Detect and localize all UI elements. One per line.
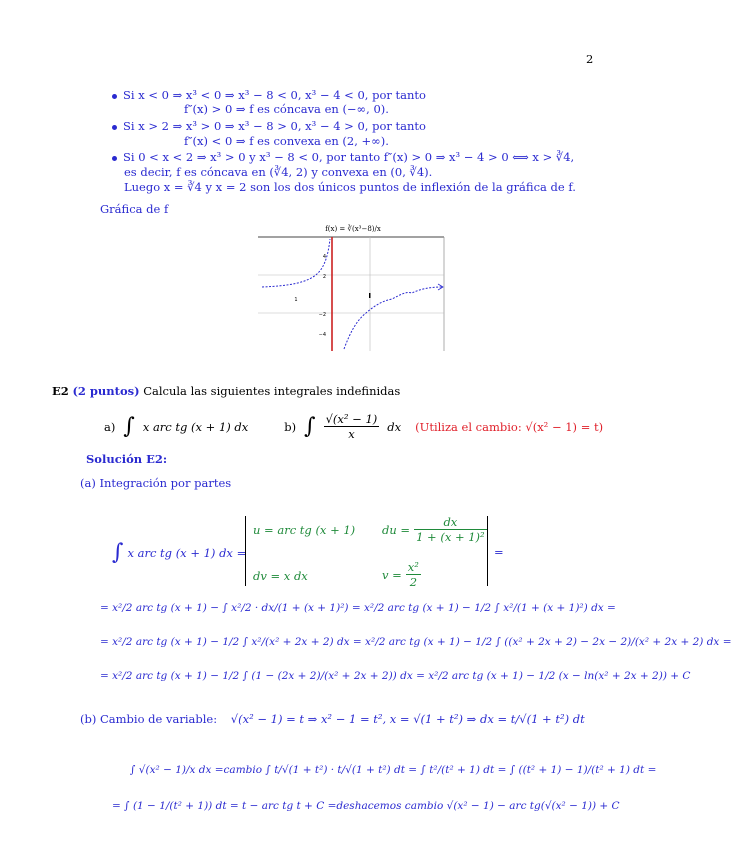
bullet-3-line2: es decir, f es cóncava en (∛4, 2) y convexa en (0, ∛4). [124, 165, 433, 179]
du-label: du = [382, 522, 411, 537]
parts-lhs-text: x arc tg (x + 1) dx = [127, 545, 247, 560]
du-definition [382, 515, 487, 544]
e2-statement: Calcula las siguientes integrales indefinidas [143, 384, 401, 398]
derivation-line-2: = x²/2 arc tg (x + 1) − 1/2 ∫ x²/(x² + 2x + 2) dx = x²/2 arc tg (x + 1) − 1/2 ∫ ((x² + 2x + 2) − 2x − 2)/(x² + 2x + 2) dx = [100, 636, 732, 648]
e2-integrals [104, 412, 603, 441]
table-eq-end: = [494, 545, 504, 559]
ytick-2: 2 [322, 274, 326, 280]
function-graph [258, 223, 448, 353]
bullet-2-line1: Si x > 2 ⇒ x³ > 0 ⇒ x³ − 8 > 0, x³ − 4 > 0, por tanto [123, 119, 426, 133]
bullet-1-line1: Si x < 0 ⇒ x³ < 0 ⇒ x³ − 8 < 0, x³ − 4 < 0, por tanto [123, 88, 426, 102]
integral-sign-icon: ∫ [304, 414, 316, 439]
integral-b-fraction [324, 412, 380, 441]
part-a-title: (a) Integración por partes [80, 476, 232, 490]
xtick-1: 1 [294, 297, 298, 303]
solution-title: Solución E2: [86, 452, 168, 466]
bullet-dot [112, 94, 117, 99]
part-a-label: a) [104, 419, 116, 434]
parts-lhs [112, 540, 246, 565]
ytick-4: 4 [322, 254, 326, 260]
dx-label: dx [387, 419, 402, 434]
integral-a: x arc tg (x + 1) dx [142, 419, 249, 434]
v-fraction [406, 560, 421, 589]
du-num: dx [414, 515, 487, 530]
e2-label: E2 [52, 384, 69, 398]
bullet-dot [112, 156, 117, 161]
hint: (Utiliza el cambio: √(x² − 1) = t) [415, 419, 604, 434]
v-label: v = [382, 567, 402, 582]
table-right-bar [487, 516, 488, 586]
part-b-header [80, 712, 585, 726]
e2-points: (2 puntos) [72, 384, 140, 398]
derivation-line-1: = x²/2 arc tg (x + 1) − ∫ x²/2 · dx/(1 + (x + 1)²) = x²/2 arc tg (x + 1) − 1/2 ∫ x²/(1 + (x + 1)²) dx = [100, 602, 616, 614]
e2-header [52, 384, 400, 398]
bullet-3-line3: Luego x = ∛4 y x = 2 son los dos únicos puntos de inflexión de la gráfica de f. [124, 180, 576, 194]
integral-b-den: x [348, 427, 355, 441]
page-number: 2 [586, 52, 594, 66]
dv-definition: dv = x dx [253, 569, 308, 583]
ytick-m4: −4 [318, 332, 326, 338]
part-b-title: (b) Cambio de variable: [80, 712, 218, 726]
integral-sign-icon: ∫ [112, 540, 124, 565]
u-definition: u = arc tg (x + 1) [253, 523, 356, 537]
du-den: 1 + (x + 1)² [416, 530, 485, 544]
b-line-2: = ∫ (1 − 1/(t² + 1)) dt = t − arc tg t + C =deshacemos cambio √(x² − 1) − arc tg(√(x² − 1)) + C [112, 800, 620, 812]
bullet-2-line2: f″(x) < 0 ⇒ f es convexa en (2, +∞). [184, 134, 389, 148]
part-b-change: √(x² − 1) = t ⇒ x² − 1 = t², x = √(1 + t²) ⇒ dx = t/√(1 + t²) dt [230, 712, 585, 726]
v-num: x² [407, 560, 419, 574]
curve-left-branch [262, 239, 330, 287]
table-left-bar [245, 516, 246, 586]
v-den: 2 [409, 575, 418, 589]
integral-sign-icon: ∫ [123, 414, 135, 439]
v-definition [382, 560, 421, 589]
derivation-line-3: = x²/2 arc tg (x + 1) − 1/2 ∫ (1 − (2x + 2)/(x² + 2x + 2)) dx = x²/2 arc tg (x + 1) − 1/2 (x − ln(x² + 2x + 2)) + C [100, 670, 691, 682]
integral-b-num: √(x² − 1) [325, 412, 378, 426]
bullet-3-line1: Si 0 < x < 2 ⇒ x³ > 0 y x³ − 8 < 0, por tanto f″(x) > 0 ⇒ x³ − 4 > 0 ⟺ x > ∛4, [123, 150, 575, 164]
bullet-3 [112, 150, 574, 164]
bullet-1-line2: f″(x) > 0 ⇒ f es cóncava en (−∞, 0). [184, 102, 389, 116]
graph-title: f(x) = ∛(x³−8)/x [325, 225, 381, 233]
graph-caption: Gráfica de f [100, 202, 169, 216]
ytick-m2: −2 [318, 312, 326, 318]
marker-point [369, 293, 371, 298]
du-fraction [414, 515, 487, 544]
bullet-2 [112, 119, 426, 133]
b-line-1: ∫ √(x² − 1)/x dx =cambio ∫ t/√(1 + t²) · t/√(1 + t²) dt = ∫ t²/(t² + 1) dt = ∫ ((t² + 1) − 1)/(t² + 1) dt = [130, 764, 657, 776]
curve-right-branch [344, 287, 442, 349]
bullet-dot [112, 125, 117, 130]
part-b-label: b) [284, 419, 297, 434]
bullet-1 [112, 88, 426, 102]
